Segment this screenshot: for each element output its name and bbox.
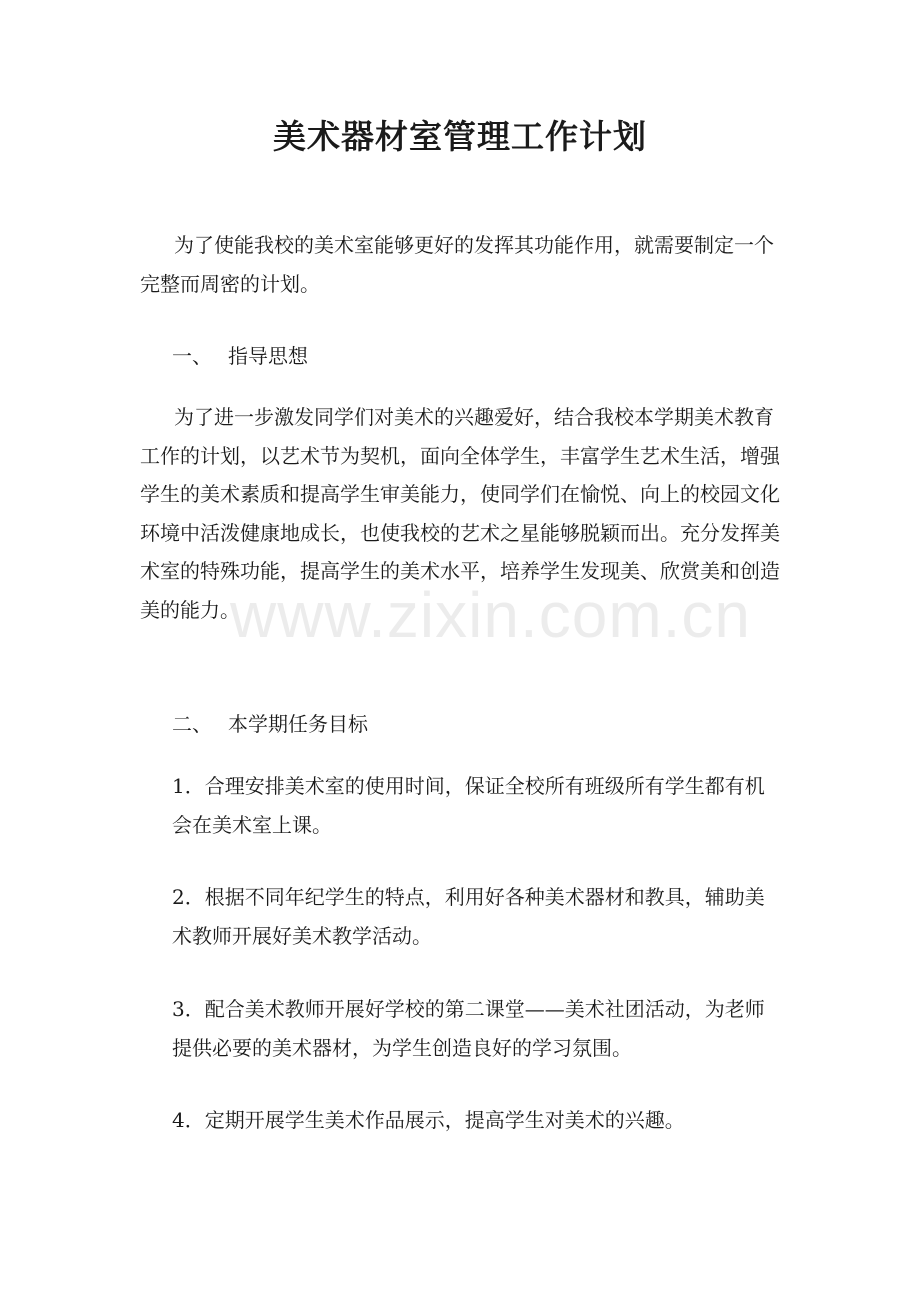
- section-2-title: 本学期任务目标: [228, 712, 368, 736]
- list-item-2: 2．根据不同年纪学生的特点，利用好各种美术器材和教具，辅助美术教师开展好美术教学活动。: [172, 885, 765, 948]
- section-2-number: 二、: [172, 712, 212, 736]
- section-1-number: 一、: [172, 344, 212, 368]
- section-1-heading: [172, 337, 308, 376]
- watermark: www.zixin.com.cn: [230, 579, 751, 651]
- section-1-body: 为了进一步激发同学们对美术的兴趣爱好，结合我校本学期美术教育工作的计划，以艺术节为契机，面向全体学生，丰富学生艺术生活，增强学生的美术素质和提高学生审美能力，使同学们在愉悦、向上的校园文化环境中活泼健康地成长，也使我校的艺术之星能够脱颖而出。充分发挥美术室的特殊功能，提高学生的美术水平，培养学生发现美、欣赏美和创造美的能力。: [140, 405, 780, 622]
- document-title: 美术器材室管理工作计划: [273, 117, 647, 156]
- list-item-4: 4．定期开展学生美术作品展示，提高学生对美术的兴趣。: [172, 1108, 685, 1132]
- list-item-1: 1．合理安排美术室的使用时间，保证全校所有班级所有学生都有机会在美术室上课。: [172, 774, 765, 837]
- list-item-3: 3．配合美术教师开展好学校的第二课堂——美术社团活动，为老师提供必要的美术器材，为学生创造良好的学习氛围。: [172, 997, 765, 1060]
- section-1-title: 指导思想: [228, 344, 308, 368]
- section-2-heading: [172, 705, 368, 744]
- intro-paragraph: 为了使能我校的美术室能够更好的发挥其功能作用，就需要制定一个完整而周密的计划。: [140, 233, 774, 296]
